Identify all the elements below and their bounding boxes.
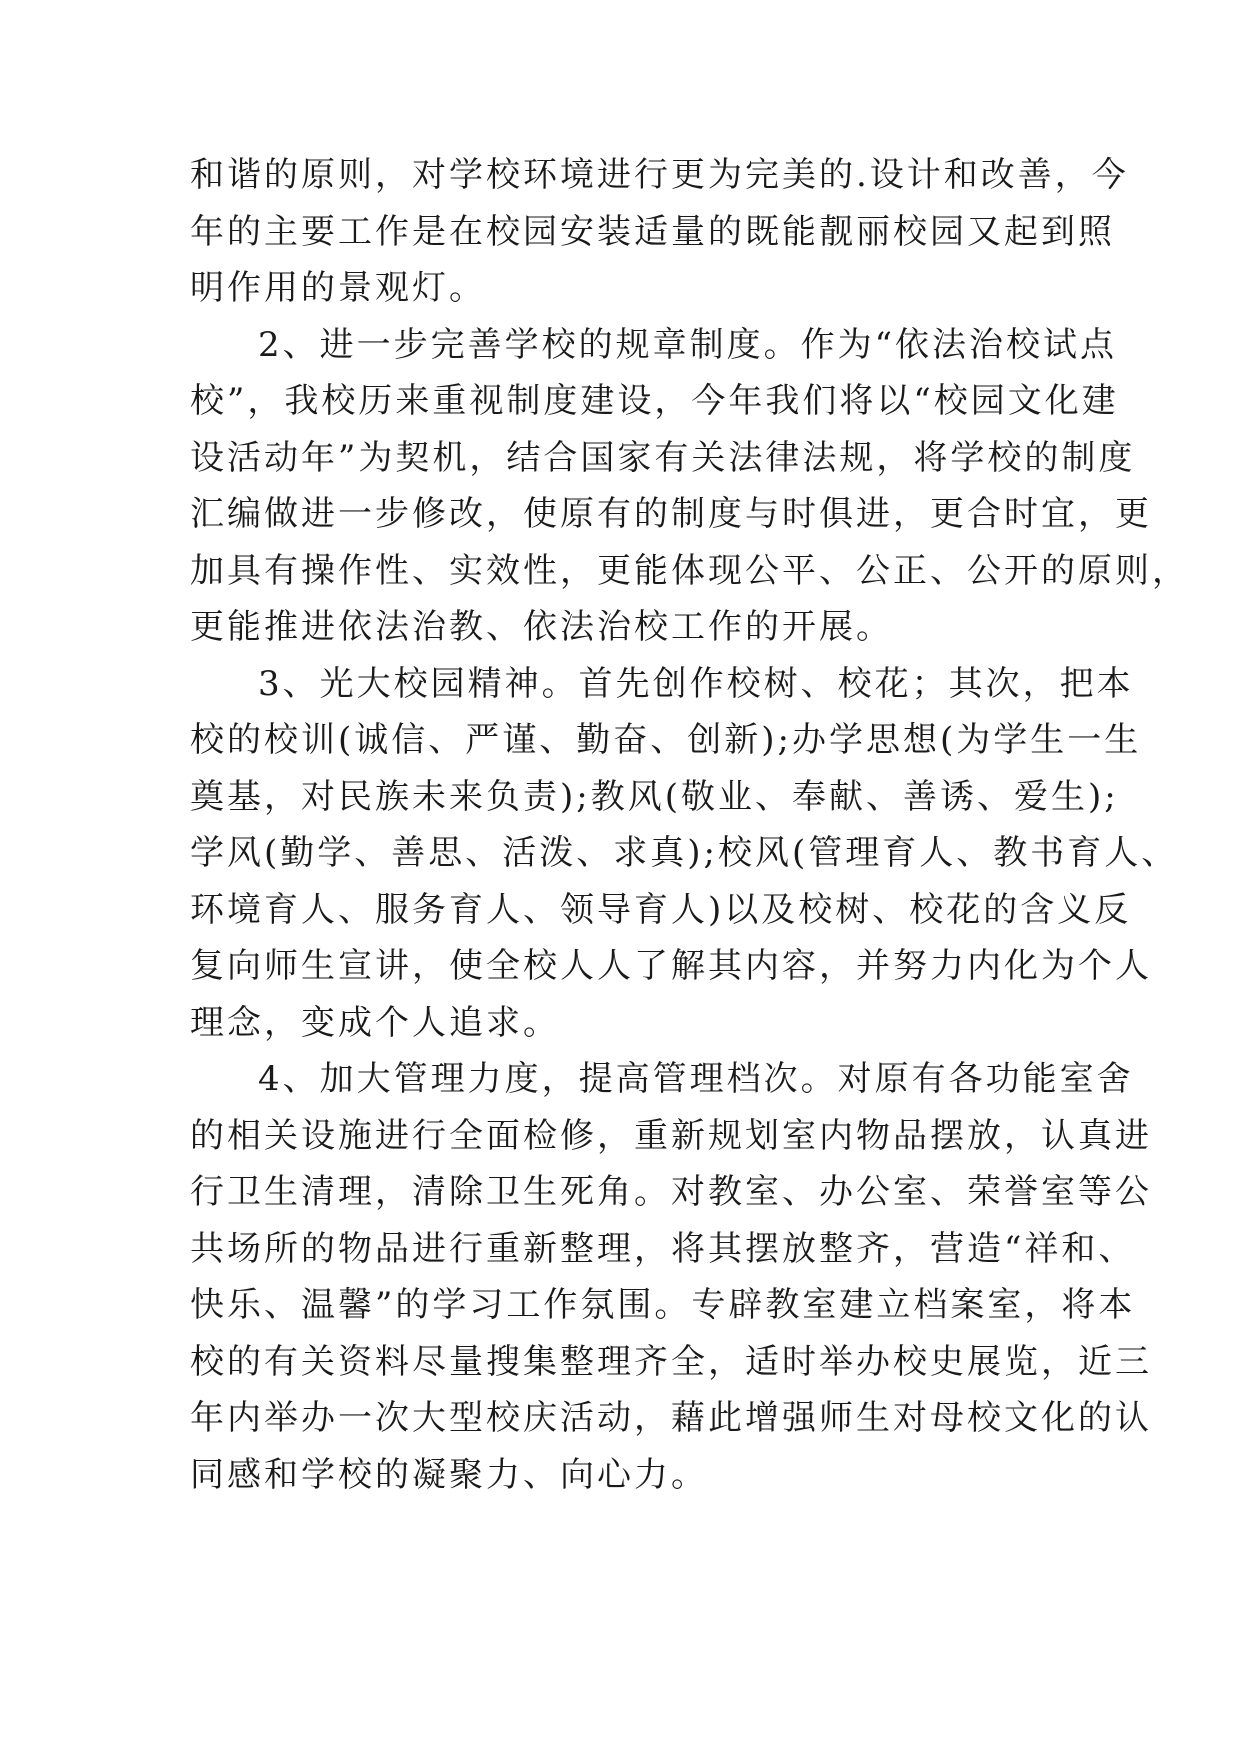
text-line: 的相关设施进行全面检修，重新规划室内物品摆放，认真进 [190,1115,1152,1156]
text-line: 年内举办一次大型校庆活动，藉此增强师生对母校文化的认 [190,1398,1152,1438]
text-line: 设活动年”为契机，结合国家有关法律法规，将学校的制度 [190,437,1136,478]
text-line: 学风(勤学、善思、活泼、求真);校风(管理育人、教书育人、 [190,833,1179,873]
paragraph-2-regulations [190,317,1189,656]
text-line: 快乐、温馨”的学习工作氛围。专辟教室建立档案室，将本 [190,1285,1136,1325]
text-line: 环境育人、服务育人、领导育人)以及校树、校花的含义反 [190,889,1132,930]
text-line: 和谐的原则，对学校环境进行更为完美的.设计和改善，今 [190,155,1129,195]
text-line: 更能推进依法治教、依法治校工作的开展。 [190,607,893,647]
text-line: 奠基，对民族未来负责);教风(敬业、奉献、善诱、爱生); [190,776,1119,817]
text-line: 理念，变成个人追求。 [190,1002,560,1043]
text-line: 年的主要工作是在校园安装适量的既能靓丽校园又起到照 [190,211,1115,252]
text-line: 明作用的景观灯。 [190,268,486,308]
paragraph-continued-harmony [190,147,1129,317]
text-line: 汇编做进一步修改，使原有的制度与时俱进，更合时宜，更 [190,494,1152,534]
paragraph-3-campus-spirit [190,656,1179,1052]
text-line: 校的有关资料尽量搜集整理齐全，适时举办校史展览，近三 [190,1341,1152,1382]
text-line: 校”，我校历来重视制度建设，今年我们将以“校园文化建 [190,381,1119,421]
document-body [190,147,1189,1503]
text-line: 共场所的物品进行重新整理，将其摆放整齐，营造“祥和、 [190,1228,1136,1269]
paragraph-4-management [190,1051,1152,1503]
text-line: 3、光大校园精神。首先创作校树、校花；其次，把本 [258,663,1134,704]
text-line: 2、进一步完善学校的规章制度。作为“依法治校试点 [258,324,1118,365]
text-line: 4、加大管理力度，提高管理档次。对原有各功能室舍 [258,1059,1134,1099]
text-line: 同感和学校的凝聚力、向心力。 [190,1454,708,1495]
text-line: 行卫生清理，清除卫生死角。对教室、办公室、荣誉室等公 [190,1172,1152,1212]
text-line: 复向师生宣讲，使全校人人了解其内容，并努力内化为个人 [190,946,1152,986]
text-line: 校的校训(诚信、严谨、勤奋、创新);办学思想(为学生一生 [190,720,1142,760]
text-line: 加具有操作性、实效性，更能体现公平、公正、公开的原则， [190,550,1189,591]
